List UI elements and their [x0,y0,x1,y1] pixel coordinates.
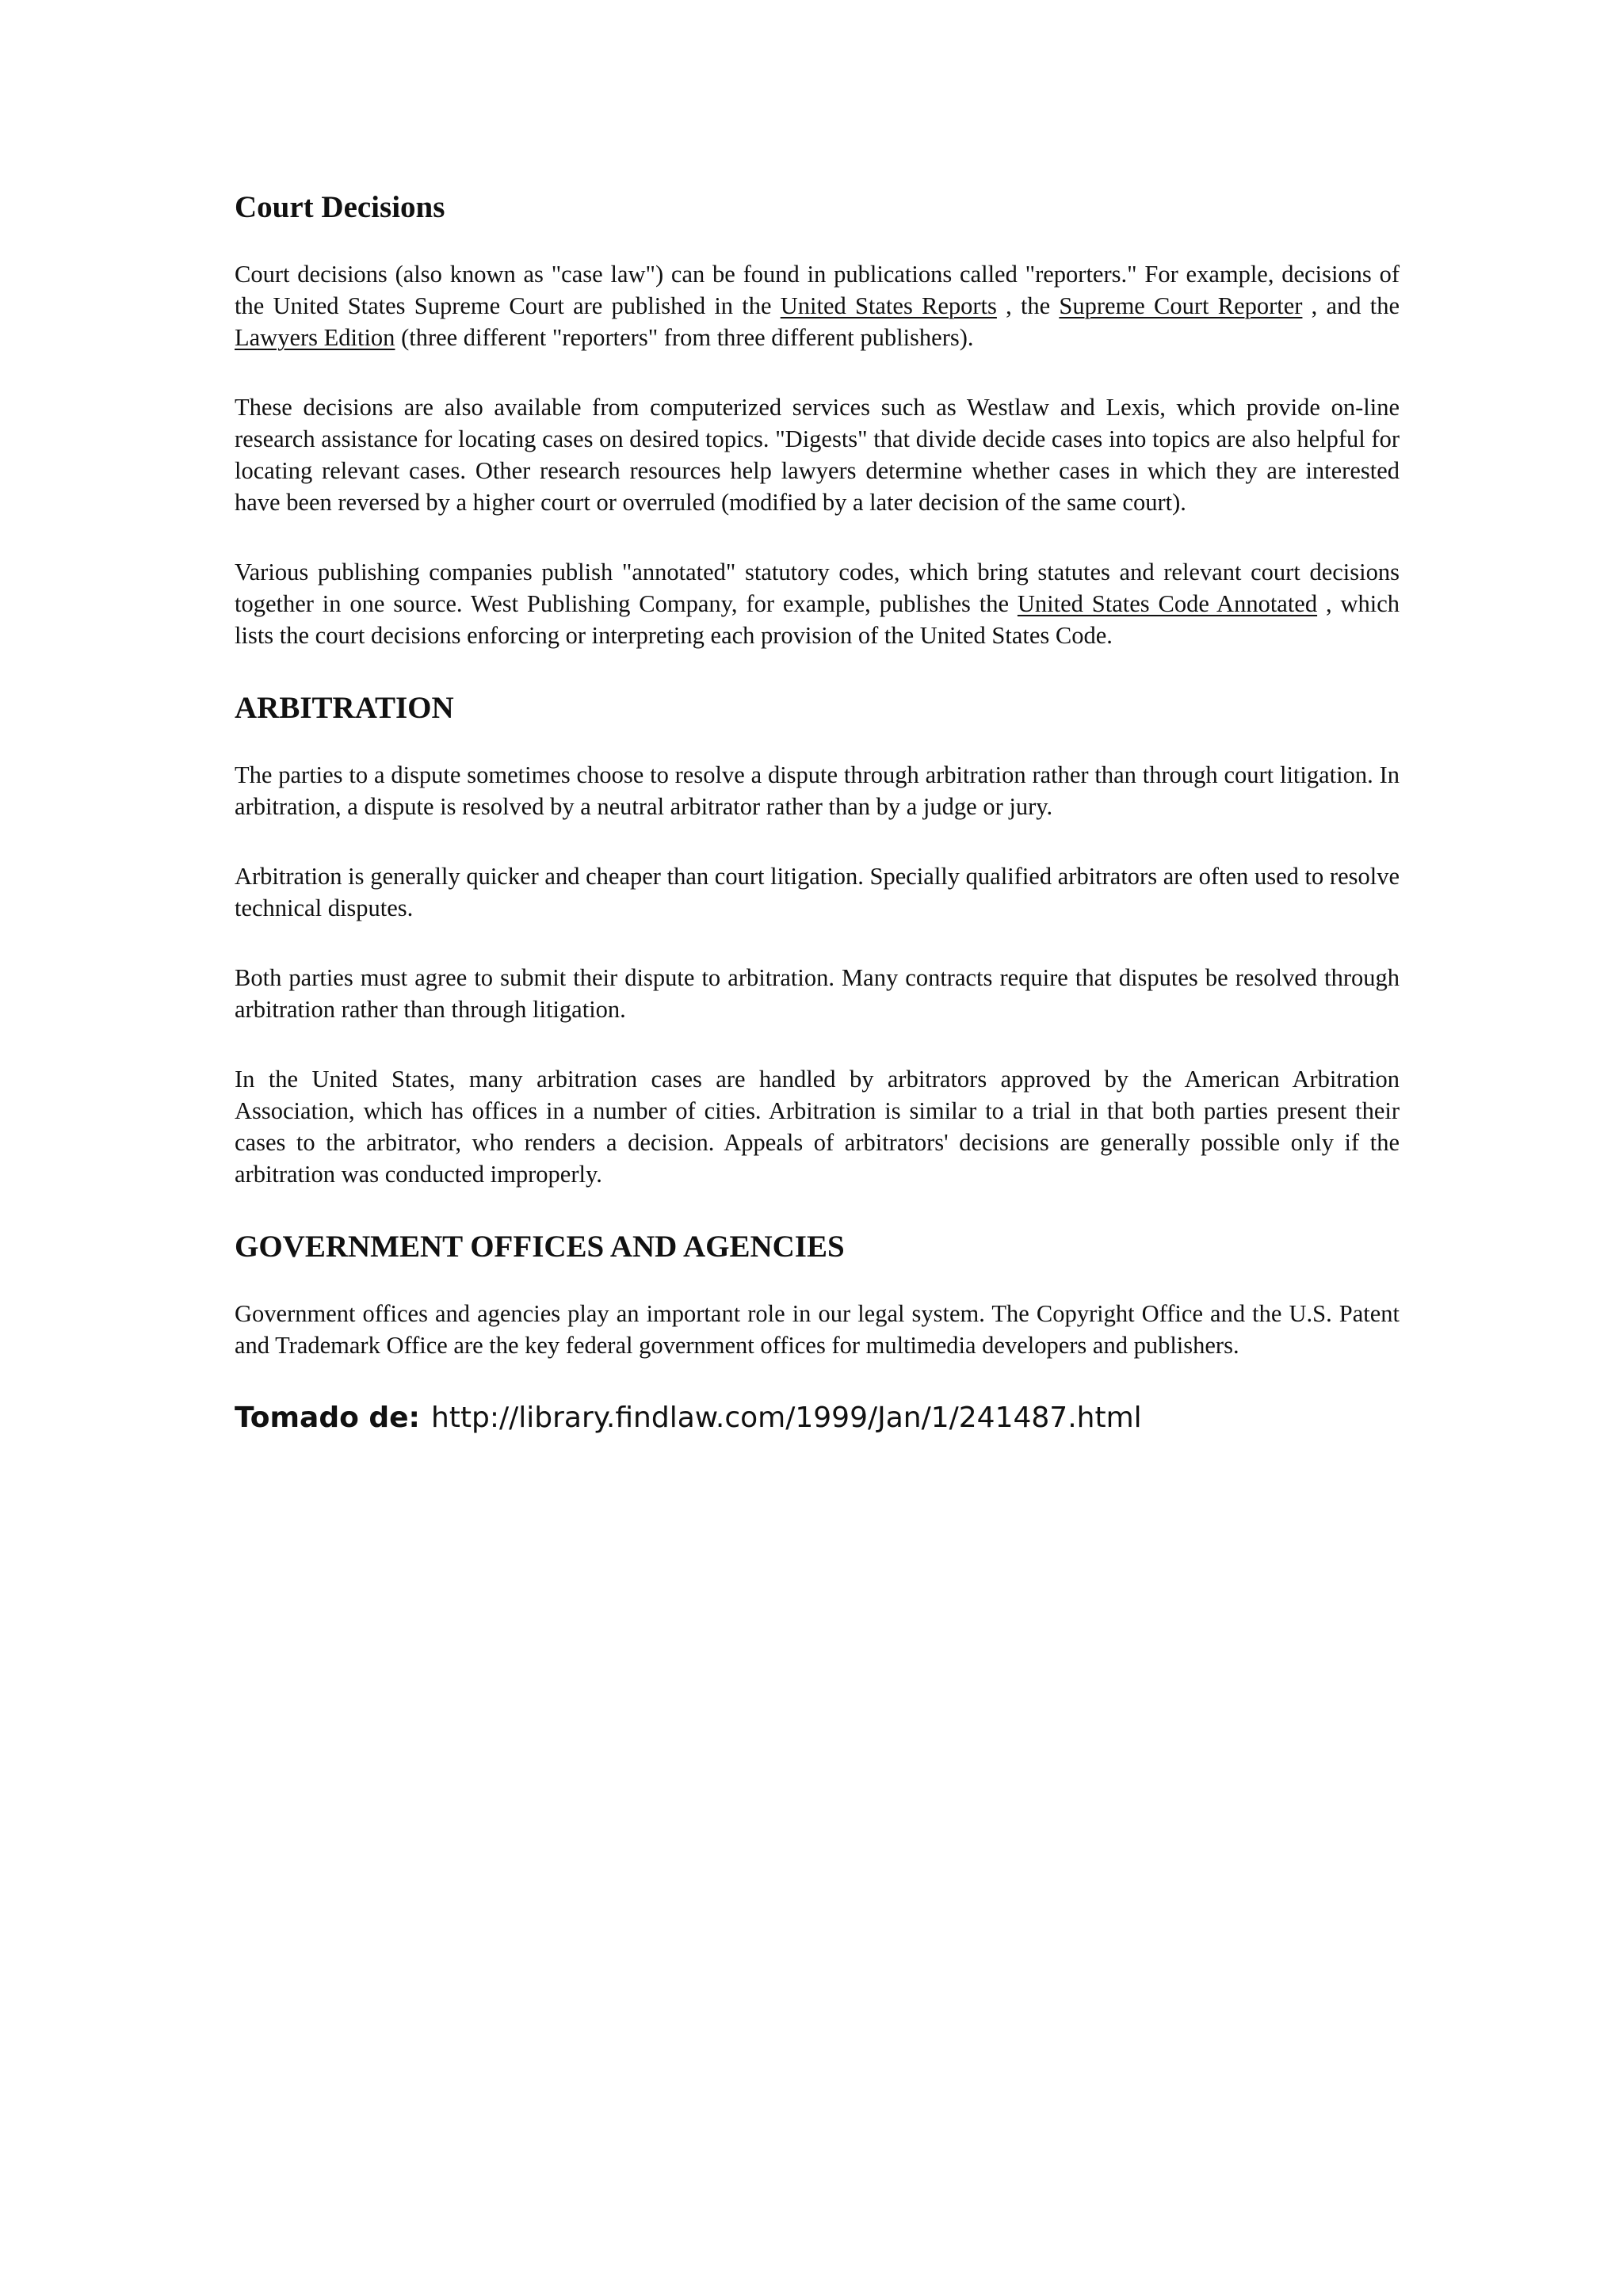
paragraph-annotated-codes [235,556,1400,651]
paragraph-arbitration-quicker: Arbitration is generally quicker and cheaper than court litigation. Specially qualified arbitrators are often used to resolve technical disputes. [235,863,1400,921]
link-lawyers-edition[interactable]: Lawyers Edition [235,324,395,351]
text: (three different "reporters" from three different publishers). [395,324,974,351]
heading-court-decisions: Court Decisions [235,190,445,224]
heading-government-offices: GOVERNMENT OFFICES AND AGENCIES [235,1230,845,1264]
link-supreme-court-reporter[interactable]: Supreme Court Reporter [1059,292,1303,319]
text: , which lists the court decisions enforcing or interpreting each provision of the United States Code. [235,590,1400,649]
paragraph-government-offices: Government offices and agencies play an important role in our legal system. The Copyright Office and the U.S. Patent and Trademark Office are the key federal government offices for multimedia developers and publishers. [235,1300,1400,1359]
link-united-states-reports[interactable]: United States Reports [780,292,997,319]
paragraph-computerized-services: These decisions are also available from computerized services such as Westlaw and Lexis, which provide on-line research assistance for locating cases on desired topics. "Digests" that divide decide cases into topics are also helpful for locating relevant cases. Other research resources help lawyers determine whether cases in which they are interested have been reversed by a higher court or overruled (modified by a later decision of the same court). [235,394,1400,516]
paragraph-arbitration-intro: The parties to a dispute sometimes choose to resolve a dispute through arbitration rather than through court litigation. In arbitration, a dispute is resolved by a neutral arbitrator rather than by a judge or jury. [235,761,1400,820]
text: Various publishing companies publish "annotated" statutory codes, which bring statutes and relevant court decisions together in one source. West Publishing Company, for example, publishes the [235,559,1400,617]
paragraph-arbitration-agree: Both parties must agree to submit their dispute to arbitration. Many contracts require that disputes be resolved through arbitration rather than through litigation. [235,964,1400,1023]
text: , and the [1302,292,1400,319]
document-page [235,189,1400,1437]
paragraph-court-decisions-reporters [235,258,1400,353]
text: Court decisions (also known as "case law") can be found in publications called "reporters." For example, decisions of the United States Supreme Court are published in the [235,261,1400,319]
source-citation [235,1399,1400,1437]
link-united-states-code-annotated[interactable]: United States Code Annotated [1017,590,1318,617]
heading-arbitration: ARBITRATION [235,691,454,725]
source-url[interactable]: http://library.findlaw.com/1999/Jan/1/241487.html [430,1402,1142,1434]
text: , the [996,292,1060,319]
source-label: Tomado de: [235,1402,420,1434]
paragraph-arbitration-us: In the United States, many arbitration cases are handled by arbitrators approved by the American Arbitration Association, which has offices in a number of cities. Arbitration is similar to a trial in that both parties present their cases to the arbitrator, who renders a decision. Appeals of arbitrators' decisions are generally possible only if the arbitration was conducted improperly. [235,1066,1400,1188]
